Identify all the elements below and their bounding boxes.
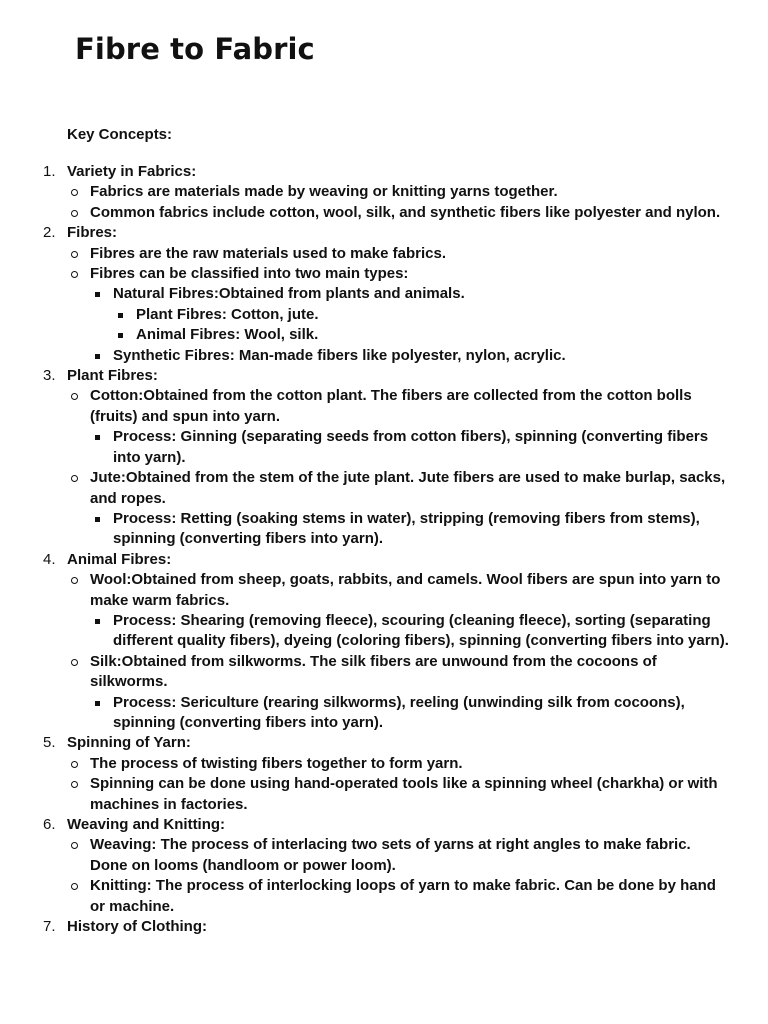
item-text: Fabrics are materials made by weaving or knitting yarns together. (90, 183, 558, 201)
sub-list (113, 305, 730, 346)
item-text: Fibres are the raw materials used to make fabrics. (90, 244, 446, 262)
hollow-bullet-icon (71, 842, 78, 849)
item-text: Jute:Obtained from the stem of the jute plant. Jute fibers are used to make burlap, sacks, and ropes. (90, 469, 726, 507)
item-text: Synthetic Fibres: Man-made fibers like polyester, nylon, acrylic. (113, 346, 566, 364)
item-text: Animal Fibres: Wool, silk. (136, 326, 319, 344)
list-item (67, 570, 740, 652)
section-heading: Fibres: (67, 224, 118, 242)
section-item (0, 815, 768, 917)
hollow-bullet-icon (71, 251, 78, 258)
square-bullet-icon (95, 701, 100, 706)
square-bullet-icon (118, 313, 123, 318)
section-heading: Animal Fibres: (67, 550, 172, 568)
section-item (0, 223, 768, 366)
section-item (0, 550, 768, 734)
list-item (113, 325, 730, 345)
sub-list (90, 509, 730, 550)
section-heading: Weaving and Knitting: (67, 816, 226, 833)
square-bullet-icon (95, 292, 100, 297)
hollow-bullet-icon (71, 189, 78, 196)
section-item (0, 162, 768, 223)
section-heading: Variety in Fabrics: (67, 163, 197, 180)
list-item (67, 876, 740, 917)
item-text: Weaving: The process of interlacing two sets of yarns at right angles to make fabric. Done on looms (handloom or power loom). (90, 836, 691, 874)
list-item (67, 182, 740, 202)
list-item (67, 835, 740, 876)
section-item (0, 366, 768, 550)
hollow-bullet-icon (71, 393, 78, 400)
hollow-bullet-icon (71, 883, 78, 890)
key-concepts-heading: Key Concepts: (67, 126, 173, 143)
list-item (67, 468, 740, 550)
hollow-bullet-icon (71, 659, 78, 666)
square-bullet-icon (118, 333, 123, 338)
item-text: Cotton:Obtained from the cotton plant. The fibers are collected from the cotton bolls (fruits) and spun into yarn. (90, 387, 692, 425)
section-number: 2. (43, 224, 56, 242)
list-item (90, 284, 730, 345)
section-item (0, 733, 768, 815)
list-item (67, 652, 740, 734)
list-item (67, 386, 740, 468)
section-heading: Plant Fibres: (67, 367, 158, 385)
item-text: Silk:Obtained from silkworms. The silk fibers are unwound from the cocoons of silkworms. (90, 652, 657, 691)
list-item (67, 264, 740, 366)
item-text: Knitting: The process of interlocking loops of yarn to make fabric. Can be done by hand or machine. (90, 877, 716, 915)
item-text: Process: Shearing (removing fleece), scouring (cleaning fleece), sorting (separating different quality fibers), dyeing (coloring fibers), spinning (converting fibers into yarn). (113, 611, 729, 650)
section-number: 7. (43, 918, 56, 936)
section-heading: Spinning of Yarn: (67, 734, 191, 752)
sub-list (67, 386, 740, 549)
list-item (90, 427, 730, 468)
list-item (67, 203, 740, 223)
item-text: Wool:Obtained from sheep, goats, rabbits, and camels. Wool fibers are spun into yarn to make warm fabrics. (90, 571, 721, 609)
section-number: 3. (43, 367, 56, 385)
section-number: 6. (43, 816, 56, 833)
hollow-bullet-icon (71, 781, 78, 788)
sub-list (67, 244, 740, 366)
concepts-list (0, 162, 768, 937)
hollow-bullet-icon (71, 271, 78, 278)
item-text: Common fabrics include cotton, wool, silk, and synthetic fibers like polyester and nylon. (90, 203, 721, 221)
square-bullet-icon (95, 619, 100, 624)
hollow-bullet-icon (71, 210, 78, 217)
square-bullet-icon (95, 435, 100, 440)
hollow-bullet-icon (71, 577, 78, 584)
list-item (67, 754, 740, 774)
page-title: Fibre to Fabric (75, 32, 315, 66)
item-text: Fibres can be classified into two main types: (90, 265, 409, 283)
sub-list (90, 611, 730, 652)
sub-list (90, 427, 730, 468)
item-text: The process of twisting fibers together to form yarn. (90, 754, 463, 772)
hollow-bullet-icon (71, 761, 78, 768)
sub-list (67, 835, 740, 917)
section-number: 4. (43, 550, 56, 568)
section-item (0, 917, 768, 937)
sub-list (67, 570, 740, 733)
list-item (90, 693, 730, 734)
list-item (90, 346, 730, 366)
list-item (67, 774, 740, 815)
square-bullet-icon (95, 517, 100, 522)
hollow-bullet-icon (71, 475, 78, 482)
item-text: Natural Fibres:Obtained from plants and animals. (113, 285, 465, 303)
sub-list (90, 693, 730, 734)
square-bullet-icon (95, 354, 100, 359)
section-heading: History of Clothing: (67, 918, 207, 936)
sub-list (90, 284, 730, 366)
list-item (113, 305, 730, 325)
list-item (90, 611, 730, 652)
item-text: Plant Fibres: Cotton, jute. (136, 305, 319, 323)
item-text: Process: Retting (soaking stems in water), stripping (removing fibers from stems), spinning (converting fibers into yarn). (113, 509, 700, 548)
section-number: 5. (43, 734, 56, 752)
sub-list (67, 754, 740, 815)
section-number: 1. (43, 163, 56, 180)
list-item (67, 244, 740, 264)
list-item (90, 509, 730, 550)
item-text: Spinning can be done using hand-operated tools like a spinning wheel (charkha) or with machines in factories. (90, 775, 718, 813)
sub-list (67, 182, 740, 223)
item-text: Process: Sericulture (rearing silkworms), reeling (unwinding silk from cocoons), spinning (converting fibers into yarn). (113, 693, 685, 731)
item-text: Process: Ginning (separating seeds from cotton fibers), spinning (converting fibers into yarn). (113, 428, 709, 466)
